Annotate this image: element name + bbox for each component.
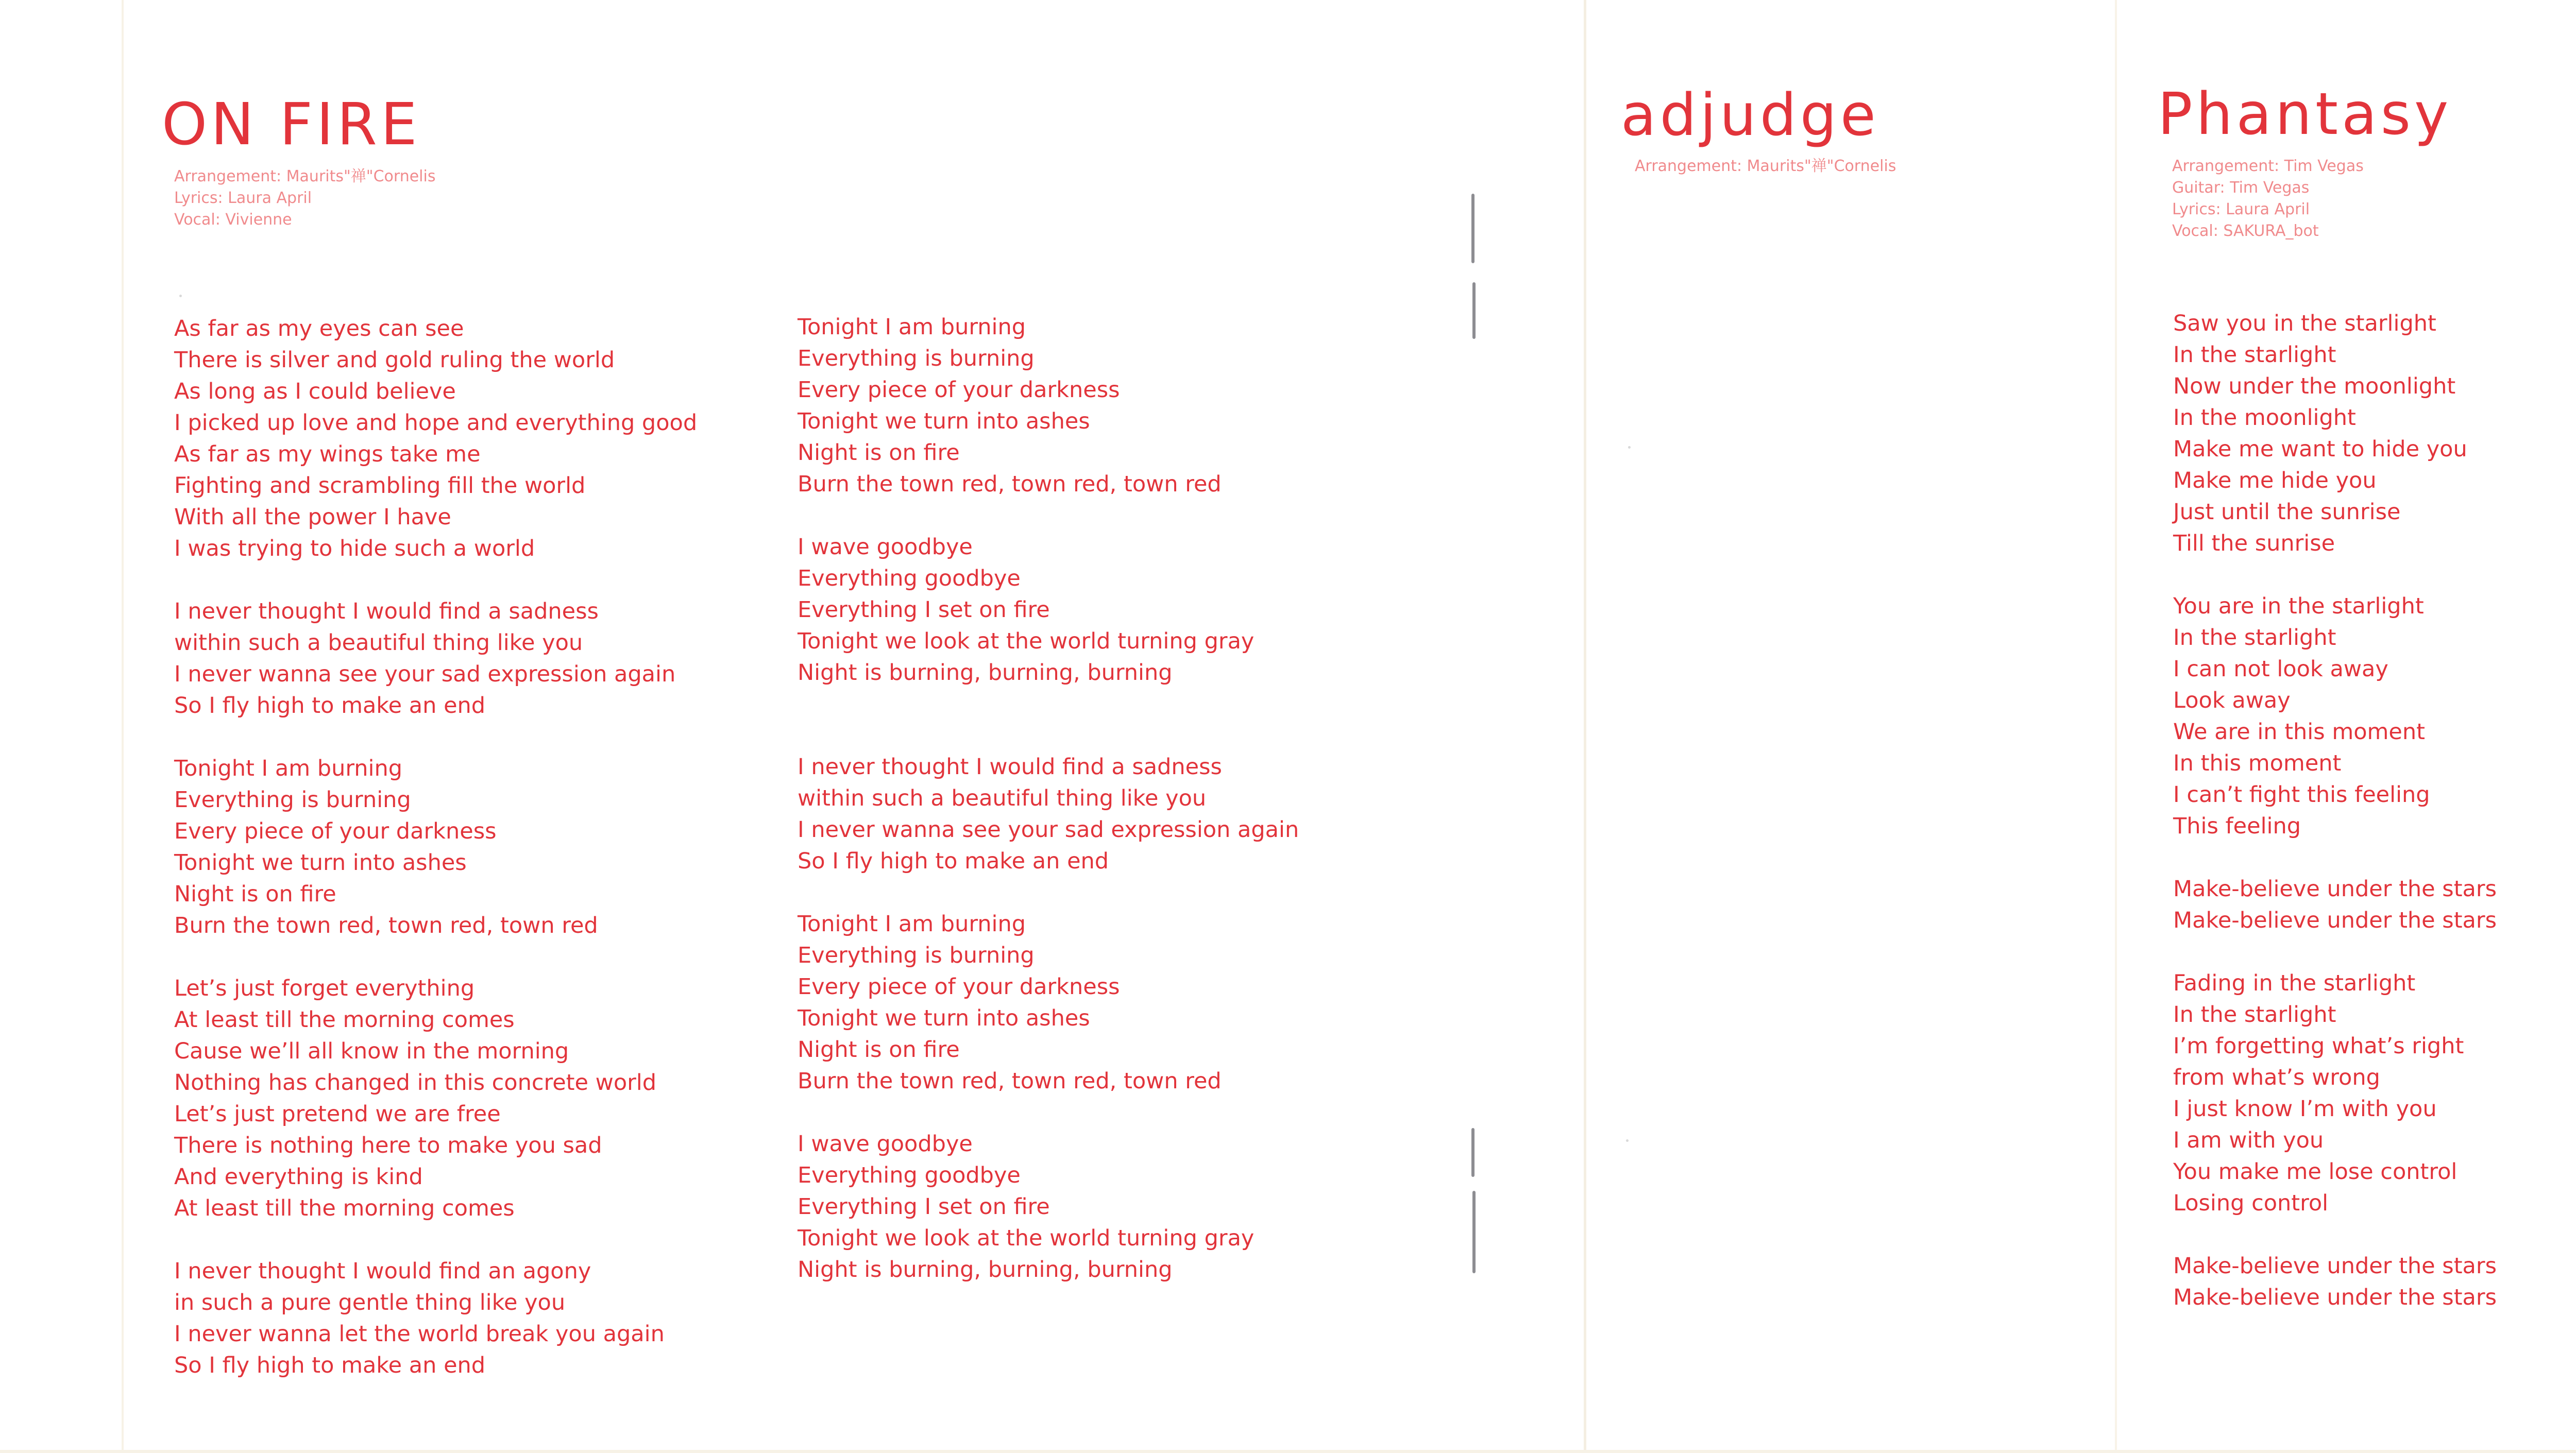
credit-vocal: Vocal: SAKURA_bot — [2172, 222, 2319, 240]
lyric-line: I never thought I would find a sadness — [174, 599, 599, 624]
lyric-line: In the moonlight — [2173, 405, 2356, 431]
lyric-line: I never thought I would find an agony — [174, 1258, 591, 1284]
lyrics-stanza — [174, 973, 697, 1224]
lyric-line: There is nothing here to make you sad — [174, 1133, 602, 1158]
lyric-line: And everything is kind — [174, 1164, 423, 1190]
song-credits — [1635, 156, 1896, 177]
lyric-line: So I fly high to make an end — [174, 1353, 486, 1378]
lyrics-column-left — [174, 313, 697, 1413]
lyric-line: I’m forgetting what’s right — [2173, 1033, 2464, 1059]
lyric-line: I just know I’m with you — [2173, 1096, 2437, 1122]
lyric-line: Tonight I am burning — [798, 314, 1026, 340]
lyric-line: Tonight we turn into ashes — [798, 1005, 1090, 1031]
lyric-line: Everything I set on fire — [798, 597, 1050, 623]
lyric-line: Let’s just pretend we are free — [174, 1101, 501, 1127]
lyrics-stanza — [2173, 591, 2497, 842]
lyrics-column-right — [798, 312, 1299, 1317]
lyric-line: Fighting and scrambling fill the world — [174, 473, 586, 499]
lyrics-stanza — [174, 753, 697, 942]
credit-lyrics: Lyrics: Laura April — [2172, 200, 2310, 218]
credit-arrangement: Arrangement: Tim Vegas — [2172, 157, 2364, 175]
lyric-line: Till the sunrise — [2173, 531, 2335, 556]
lyric-line: Everything goodbye — [798, 566, 1021, 591]
lyric-line: I can’t fight this feeling — [2173, 782, 2430, 808]
lyric-line: Every piece of your darkness — [798, 377, 1120, 403]
lyric-line: Night is on fire — [798, 1037, 960, 1063]
lyric-line: Losing control — [2173, 1190, 2329, 1216]
lyrics-stanza — [174, 596, 697, 722]
lyric-line: In the starlight — [2173, 1002, 2336, 1028]
credit-arrangement: Arrangement: Maurits"禅"Cornelis — [174, 167, 436, 185]
lyric-line: Make me want to hide you — [2173, 436, 2467, 462]
lyric-line: In the starlight — [2173, 625, 2336, 651]
lyrics-column-english — [2173, 308, 2497, 1345]
lyric-line: Nothing has changed in this concrete world — [174, 1070, 657, 1096]
lyric-line: At least till the morning comes — [174, 1195, 515, 1221]
lyric-line: within such a beautiful thing like you — [798, 785, 1207, 811]
lyrics-stanza — [2173, 308, 2497, 559]
lyric-line: Night is on fire — [174, 881, 336, 907]
lyric-line: Tonight we turn into ashes — [174, 850, 467, 876]
song-credits — [174, 166, 435, 231]
lyric-line: With all the power I have — [174, 504, 451, 530]
lyric-line: I never wanna let the world break you again — [174, 1321, 665, 1347]
lyric-line: This feeling — [2173, 813, 2301, 839]
lyric-line: Saw you in the starlight — [2173, 311, 2436, 336]
lyric-line: Burn the town red, town red, town red — [798, 1068, 1222, 1094]
lyric-line: Make-believe under the stars — [2173, 876, 2497, 902]
lyric-line: In the starlight — [2173, 342, 2336, 368]
lyrics-stanza — [798, 1129, 1299, 1286]
lyric-line: I picked up love and hope and everything good — [174, 410, 698, 436]
lyric-line: I never wanna see your sad expression again — [798, 817, 1299, 843]
lyric-line: Every piece of your darkness — [174, 818, 497, 844]
lyric-line: Night is on fire — [798, 440, 960, 466]
lyrics-stanza — [174, 1256, 697, 1381]
lyric-line: Just until the sunrise — [2173, 499, 2401, 525]
staple-bottom-lower — [1472, 1191, 1476, 1273]
lyric-line: Fading in the starlight — [2173, 970, 2416, 996]
lyric-line: I wave goodbye — [798, 1131, 973, 1157]
paper-speck — [179, 295, 182, 297]
lyric-line: from what’s wrong — [2173, 1065, 2380, 1090]
lyric-line: Let’s just forget everything — [174, 976, 475, 1001]
lyric-line: As long as I could believe — [174, 379, 456, 404]
lyric-line: So I fly high to make an end — [798, 848, 1109, 874]
lyric-line: In this moment — [2173, 750, 2342, 776]
lyric-line: Everything is burning — [798, 943, 1035, 968]
lyric-line: I wave goodbye — [798, 534, 973, 560]
lyric-line: Now under the moonlight — [2173, 373, 2456, 399]
lyric-line: Night is burning, burning, burning — [798, 660, 1173, 686]
song-credits — [2172, 156, 2364, 242]
lyrics-stanza — [798, 532, 1299, 689]
lyrics-stanza — [2173, 1251, 2497, 1313]
paper-speck — [1628, 446, 1631, 449]
lyric-line: Tonight we look at the world turning gray — [798, 1225, 1255, 1251]
lyrics-stanza — [2173, 874, 2497, 936]
page-edge-right — [2115, 0, 2117, 1453]
song-title: ON FIRE — [162, 91, 421, 158]
lyric-line: Everything is burning — [174, 787, 411, 813]
page-edge-bottom — [0, 1450, 2576, 1453]
credit-vocal: Vocal: Vivienne — [174, 211, 292, 229]
lyrics-stanza — [2173, 968, 2497, 1219]
lyrics-stanza — [798, 312, 1299, 500]
lyric-line: I was trying to hide such a world — [174, 536, 535, 561]
song-title: adjudge — [1621, 82, 1879, 149]
lyric-line: Cause we’ll all know in the morning — [174, 1038, 569, 1064]
lyric-line: As far as my wings take me — [174, 441, 481, 467]
lyric-line: Make-believe under the stars — [2173, 908, 2497, 933]
booklet-fold — [1584, 0, 1586, 1453]
lyric-line: I never wanna see your sad expression again — [174, 661, 676, 687]
paper-speck — [1626, 1139, 1629, 1142]
lyric-line: There is silver and gold ruling the world — [174, 347, 615, 373]
credit-arrangement: Arrangement: Maurits"禅"Cornelis — [1635, 157, 1896, 175]
lyric-line: Tonight we turn into ashes — [798, 408, 1090, 434]
song-title: Phantasy — [2158, 81, 2452, 148]
lyrics-stanza — [798, 751, 1299, 877]
credit-lyrics: Lyrics: Laura April — [174, 189, 312, 207]
credit-guitar: Guitar: Tim Vegas — [2172, 179, 2310, 197]
lyrics-stanza — [798, 909, 1299, 1097]
lyric-line: Everything is burning — [798, 346, 1035, 371]
lyric-line: At least till the morning comes — [174, 1007, 515, 1033]
staple-top — [1471, 194, 1475, 263]
lyric-line: within such a beautiful thing like you — [174, 630, 583, 656]
lyric-line: Make me hide you — [2173, 468, 2377, 493]
lyric-line: Night is burning, burning, burning — [798, 1257, 1173, 1283]
lyric-line: Everything goodbye — [798, 1163, 1021, 1188]
lyric-line: Tonight I am burning — [798, 911, 1026, 937]
staple-bottom — [1471, 1128, 1475, 1177]
lyrics-stanza — [174, 313, 697, 565]
lyric-line: Every piece of your darkness — [798, 974, 1120, 1000]
lyric-line: You are in the starlight — [2173, 593, 2424, 619]
lyric-line: So I fly high to make an end — [174, 693, 486, 719]
lyric-line: I can not look away — [2173, 656, 2388, 682]
lyric-line: I never thought I would find a sadness — [798, 754, 1222, 780]
lyric-line: Tonight I am burning — [174, 756, 403, 781]
lyric-line: Burn the town red, town red, town red — [174, 913, 598, 938]
lyric-line: As far as my eyes can see — [174, 316, 464, 341]
lyric-line: Tonight we look at the world turning gray — [798, 628, 1255, 654]
lyric-line: in such a pure gentle thing like you — [174, 1290, 566, 1315]
lyric-line: Look away — [2173, 688, 2291, 713]
lyric-line: Burn the town red, town red, town red — [798, 471, 1222, 497]
lyric-line: Make-believe under the stars — [2173, 1285, 2497, 1310]
lyric-line: We are in this moment — [2173, 719, 2425, 745]
page-edge-left — [122, 0, 124, 1453]
lyric-line: Make-believe under the stars — [2173, 1253, 2497, 1279]
lyric-line: You make me lose control — [2173, 1159, 2458, 1185]
lyric-line: I am with you — [2173, 1127, 2324, 1153]
lyric-line: Everything I set on fire — [798, 1194, 1050, 1220]
staple-top-lower — [1472, 282, 1476, 339]
